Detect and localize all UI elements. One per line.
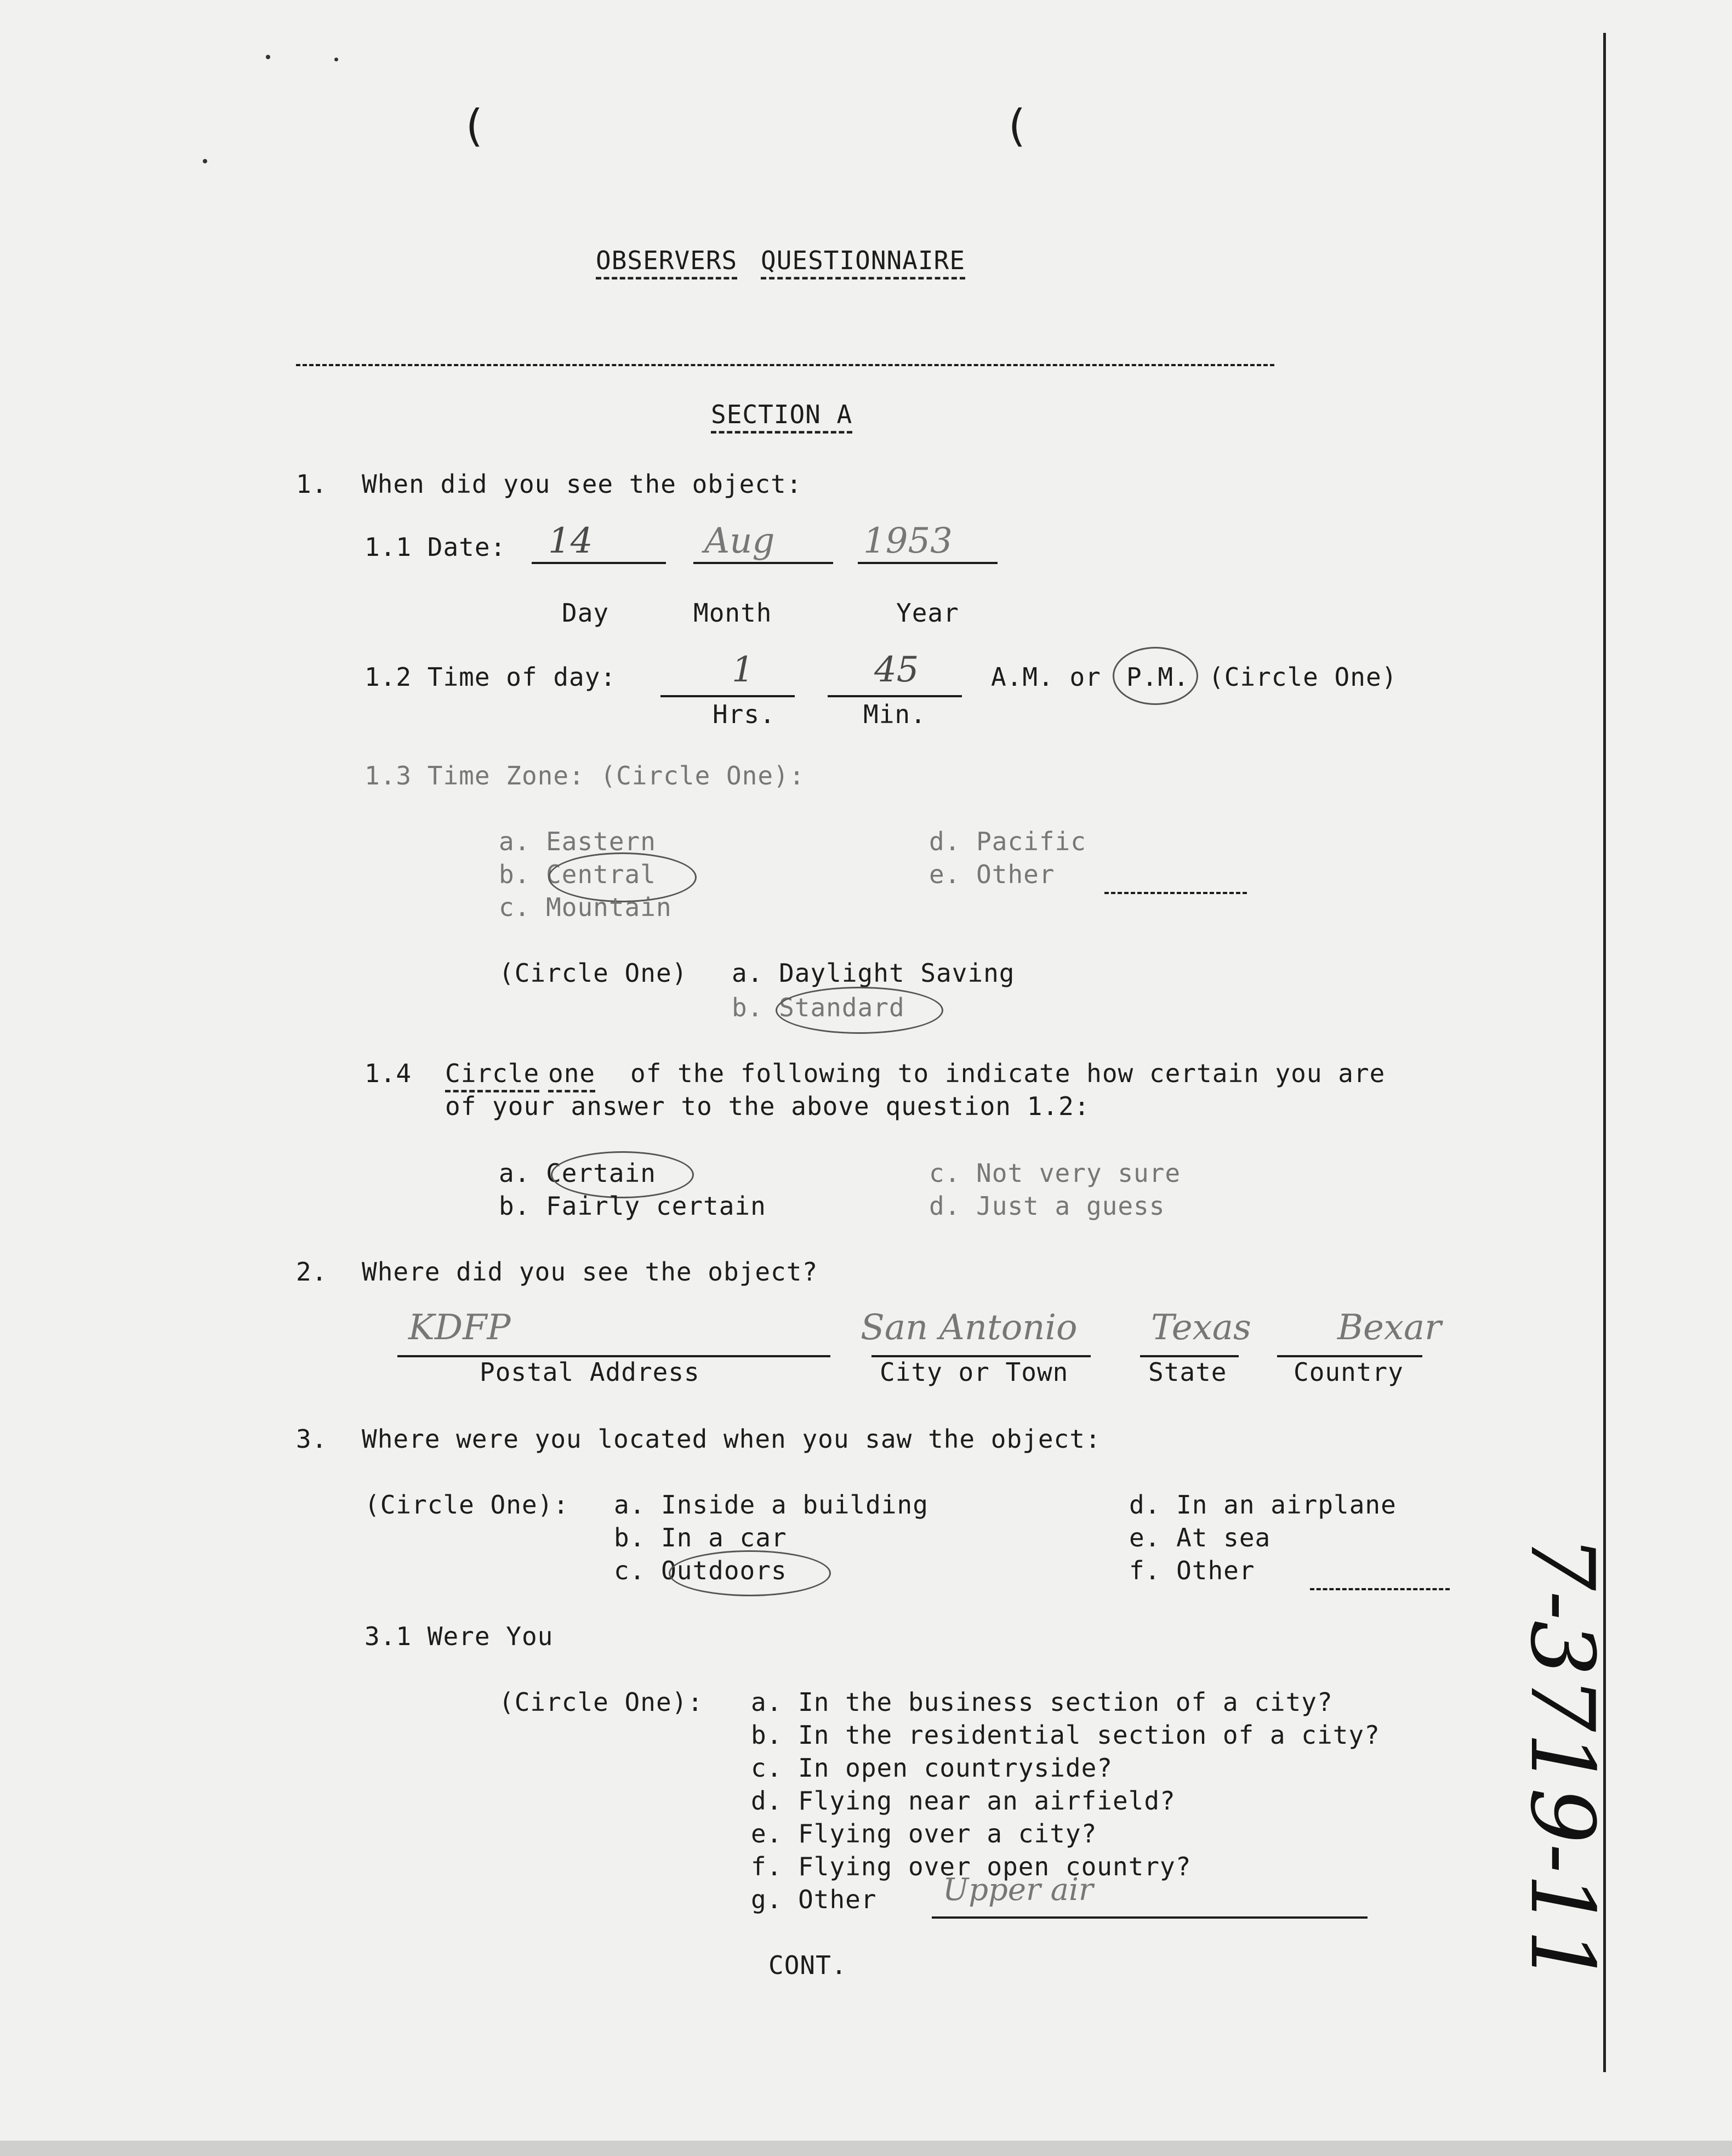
q3-option-a: a. Inside a building [614, 1490, 928, 1520]
q3-sub-circle-one: (Circle One): [499, 1687, 704, 1717]
q3-question: Where were you located when you saw the object: [362, 1424, 1101, 1454]
certainty-option-c: c. Not very sure [929, 1158, 1181, 1188]
standard-circle-mark [776, 987, 943, 1034]
date-month-caption: Month [693, 598, 772, 628]
speck [203, 159, 207, 163]
dst-option-a: a. Daylight Saving [732, 958, 1015, 988]
time-hrs-line [660, 695, 795, 697]
q3-sub-other-value: Upper air [943, 1872, 1093, 1908]
q2-state-value: Texas [1151, 1307, 1251, 1348]
section-heading: SECTION A [711, 400, 853, 429]
q3-other-line [1310, 1588, 1450, 1590]
time-hrs-value: 1 [732, 650, 754, 690]
state-caption: State [1148, 1357, 1227, 1387]
certainty-one-word: one [548, 1059, 596, 1088]
q3-sub-option-d: d. Flying near an airfield? [751, 1786, 1176, 1816]
q3-sub-other-line [932, 1916, 1368, 1919]
certainty-number: 1.4 [364, 1059, 412, 1088]
certainty-line2: of your answer to the above question 1.2: [445, 1091, 1090, 1121]
dst-option-b: b. Standard [732, 993, 905, 1022]
zone-option-c: c. Mountain [499, 892, 672, 922]
time-label: 1.2 Time of day: [364, 662, 617, 692]
outdoors-circle-mark [669, 1550, 831, 1596]
page-right-edge [1603, 33, 1606, 2072]
q3-number: 3. [296, 1424, 328, 1454]
q3-option-e: e. At sea [1129, 1523, 1271, 1552]
date-month-line [693, 562, 833, 564]
certainty-circle-word: Circle [445, 1059, 540, 1088]
certainty-option-d: d. Just a guess [929, 1191, 1165, 1221]
document-title-word2: QUESTIONNAIRE [761, 246, 966, 275]
certainty-line1: of the following to indicate how certain you are [630, 1059, 1386, 1088]
certainty-option-b: b. Fairly certain [499, 1191, 766, 1221]
q2-postal-value: KDFP [408, 1307, 511, 1348]
q2-question: Where did you see the object? [362, 1257, 818, 1287]
time-circle-one: (Circle One) [1209, 662, 1398, 692]
zone-label: 1.3 Time Zone: (Circle One): [364, 761, 805, 790]
time-hrs-caption: Hrs. [713, 699, 776, 729]
date-year-caption: Year [896, 598, 959, 628]
q3-sub-option-a: a. In the business section of a city? [751, 1687, 1333, 1717]
zone-other-line [1104, 892, 1247, 894]
q3-option-f: f. Other [1129, 1556, 1255, 1585]
q3-option-b: b. In a car [614, 1523, 787, 1552]
q1-number: 1. [296, 469, 328, 499]
date-year-value: 1953 [863, 521, 953, 561]
q3-sub-option-e: e. Flying over a city? [751, 1819, 1097, 1848]
header-mark-left: ( [460, 100, 488, 151]
postal-caption: Postal Address [480, 1357, 700, 1387]
date-day-caption: Day [562, 598, 609, 628]
header-mark-right: ( [1003, 100, 1030, 151]
q3-circle-one: (Circle One): [364, 1490, 569, 1520]
time-min-value: 45 [874, 650, 919, 690]
speck [334, 58, 338, 61]
zone-option-d: d. Pacific [929, 827, 1086, 856]
continued-note: CONT. [768, 1950, 847, 1980]
page-bottom-edge [0, 2141, 1732, 2156]
q3-option-d: d. In an airplane [1129, 1490, 1397, 1520]
certainty-option-a: a. Certain [499, 1158, 656, 1188]
zone-option-e: e. Other [929, 860, 1055, 889]
q3-option-c: c. Outdoors [614, 1556, 787, 1585]
q3-sub-option-c: c. In open countryside? [751, 1753, 1113, 1783]
q1-question: When did you see the object: [362, 469, 802, 499]
q3-sub-option-g: g. Other [751, 1885, 877, 1914]
zone-option-b: b. Central [499, 860, 656, 889]
date-year-line [858, 562, 998, 564]
time-min-line [828, 695, 962, 697]
date-month-value: Aug [704, 521, 775, 561]
q3-sub-option-f: f. Flying over open country? [751, 1852, 1192, 1881]
time-pm-option: P.M. [1126, 662, 1189, 692]
time-am-or: A.M. or [991, 662, 1101, 692]
dst-circle-one: (Circle One) [499, 958, 688, 988]
country-caption: Country [1294, 1357, 1404, 1387]
date-day-line [532, 562, 666, 564]
speck [266, 55, 270, 59]
q2-number: 2. [296, 1257, 328, 1287]
q3-sub-label: 3.1 Were You [364, 1622, 554, 1651]
time-min-caption: Min. [863, 699, 926, 729]
city-caption: City or Town [880, 1357, 1069, 1387]
document-title-word1: OBSERVERS [596, 246, 738, 275]
date-label: 1.1 Date: [364, 532, 506, 562]
q2-city-value: San Antonio [861, 1307, 1078, 1348]
date-day-value: 14 [548, 521, 593, 561]
q3-sub-option-b: b. In the residential section of a city? [751, 1720, 1380, 1750]
file-number-annotation: 7-3719-11 [1511, 1535, 1614, 1985]
zone-option-a: a. Eastern [499, 827, 656, 856]
header-rule [296, 364, 1274, 366]
pm-circle-mark [1113, 647, 1198, 705]
q2-country-value: Bexar [1337, 1307, 1442, 1348]
